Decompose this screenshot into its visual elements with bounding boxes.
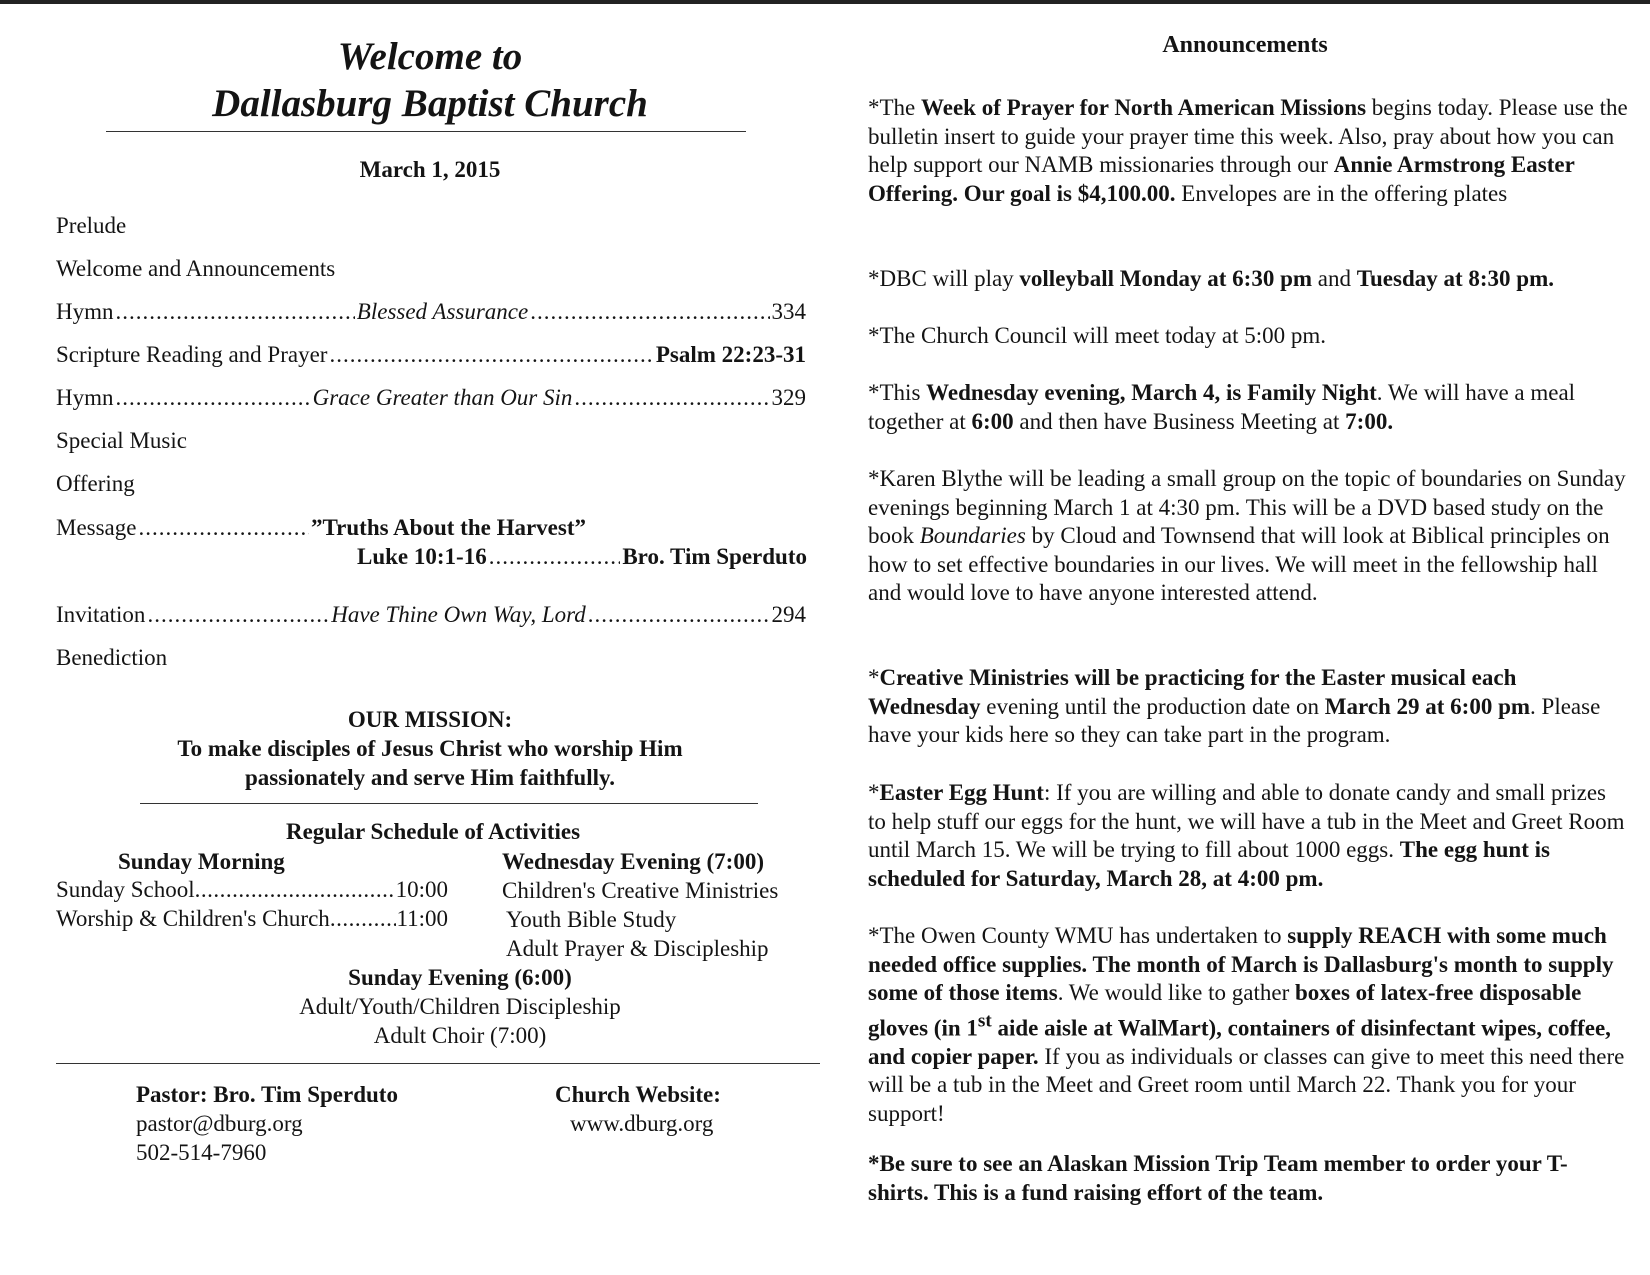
dot-leader [574, 385, 769, 411]
sunday-school-label: Sunday School [56, 877, 195, 902]
dot-leader [195, 877, 396, 903]
announcement-easter-musical: *Creative Ministries will be practicing for the Easter musical each Wednesday evening until the production date on March 29 at 6:00 pm. Please have your kids here so they can take part in the program. [868, 665, 1601, 747]
announcement-egg-hunt: *Easter Egg Hunt: If you are willing and able to donate candy and small prizes to help stuff our eggs for the hunt, we will have a tub in the Meet and Greet Room until March 15. We will be trying to fill about 1000 eggs. The egg hunt is scheduled for Saturday, March 28, at 4:00 pm. [868, 780, 1625, 891]
order-hymn-2 [56, 385, 806, 411]
announcement-missions-week: *The Week of Prayer for North American Missions begins today. Please use the bulletin insert to guide your prayer time this week. Also, pray about how you can help support our NAMB missionaries through our Annie Armstrong Easter Offering. Our goal is $4,100.00. Envelopes are in the offering plates [868, 95, 1628, 206]
dot-leader [489, 544, 621, 570]
dot-leader [329, 342, 653, 368]
benediction-label: Benediction [56, 645, 168, 670]
invitation-title: Have Thine Own Way, Lord [331, 602, 586, 627]
order-message-detail [357, 544, 807, 570]
order-offering [56, 471, 806, 497]
welcome-label: Welcome and Announcements [56, 256, 336, 281]
sunday-school-row [56, 877, 448, 903]
message-label: Message [56, 515, 137, 540]
order-scripture [56, 342, 806, 368]
wednesday-item: Children's Creative Ministries [502, 878, 779, 903]
sunday-evening-item: Adult/Youth/Children Discipleship [299, 994, 621, 1019]
sunday-evening-item: Adult Choir (7:00) [373, 1023, 547, 1048]
announcement-wmu-supplies: *The Owen County WMU has undertaken to supply REACH with some much needed office supplies. The month of March is Dallasburg's month to supply some of those items. We would like to gather boxes of latex-free disposable gloves (in 1st aide aisle at WalMart), containers of disinfectant wipes, coffee, and copier paper. If you as individuals or classes can give to meet this need there will be a tub in the Meet and Greet room until March 22. Thank you for your support! [868, 923, 1625, 1126]
contact-divider [56, 1063, 820, 1064]
sunday-school-time: 10:00 [395, 877, 448, 902]
mission-divider [140, 803, 758, 804]
order-message [56, 515, 586, 541]
wednesday-evening-heading: Wednesday Evening (7:00) [502, 849, 764, 874]
service-date: March 1, 2015 [359, 157, 501, 182]
offering-label: Offering [56, 471, 135, 496]
pastor-phone: 502-514-7960 [136, 1140, 267, 1165]
sunday-morning-heading: Sunday Morning [118, 849, 285, 874]
church-name-heading: Dallasburg Baptist Church [212, 82, 648, 125]
worship-label: Worship & Children's Church [56, 906, 330, 931]
pastor-name: Pastor: Bro. Tim Sperduto [136, 1082, 398, 1107]
worship-time: 11:00 [396, 906, 448, 931]
welcome-heading: Welcome to [337, 35, 523, 78]
schedule-heading: Regular Schedule of Activities [285, 819, 581, 844]
mission-heading: OUR MISSION: [347, 707, 513, 732]
hymn-label: Hymn [56, 299, 114, 324]
scripture-label: Scripture Reading and Prayer [56, 342, 328, 367]
website-label: Church Website: [555, 1082, 721, 1107]
scripture-reference: Psalm 22:23-31 [655, 342, 806, 367]
pastor-email[interactable]: pastor@dburg.org [136, 1111, 303, 1136]
announcements-heading: Announcements [1162, 32, 1328, 58]
wednesday-item: Youth Bible Study [506, 907, 677, 932]
announcement-family-night: *This Wednesday evening, March 4, is Family Night. We will have a meal together at 6:00 and then have Business Meeting at 7:00. [868, 380, 1576, 434]
dot-leader [147, 602, 329, 628]
dot-leader [138, 515, 309, 541]
hymn-title: Grace Greater than Our Sin [312, 385, 573, 410]
order-welcome [56, 256, 806, 282]
wednesday-item: Adult Prayer & Discipleship [506, 936, 769, 961]
message-title: ”Truths About the Harvest” [311, 515, 586, 540]
dot-leader [530, 299, 769, 325]
order-benediction [56, 645, 806, 671]
hymn-number: 329 [771, 385, 807, 410]
order-special-music [56, 428, 806, 454]
hymn-label: Hymn [56, 385, 114, 410]
title-divider [106, 131, 746, 132]
message-speaker: Bro. Tim Sperduto [622, 544, 807, 569]
order-invitation [56, 602, 806, 628]
special-music-label: Special Music [56, 428, 187, 453]
worship-row [56, 906, 448, 932]
mission-line-2: passionately and serve Him faithfully. [245, 765, 615, 790]
hymn-title: Blessed Assurance [356, 299, 529, 324]
order-hymn-1 [56, 299, 806, 325]
prelude-label: Prelude [56, 213, 127, 238]
mission-line-1: To make disciples of Jesus Christ who worship Him [177, 736, 683, 761]
dot-leader [116, 299, 355, 325]
order-prelude [56, 213, 806, 239]
dot-leader [116, 385, 311, 411]
announcement-church-council: *The Church Council will meet today at 5:00 pm. [868, 323, 1327, 348]
hymn-number: 334 [771, 299, 807, 324]
announcement-volleyball: *DBC will play volleyball Monday at 6:30 pm and Tuesday at 8:30 pm. [868, 266, 1555, 291]
dot-leader [330, 906, 397, 932]
website-link[interactable]: www.dburg.org [570, 1111, 714, 1136]
announcement-boundaries-study: *Karen Blythe will be leading a small group on the topic of boundaries on Sunday evenings beginning March 1 at 4:30 pm. This will be a DVD based study on the book Boundaries by Cloud and Townsend that will look at Biblical principles on how to set effective boundaries in our lives. We will meet in the fellowship hall and would love to have anyone interested attend. [868, 466, 1626, 605]
invitation-label: Invitation [56, 602, 146, 627]
announcement-alaskan-mission: *Be sure to see an Alaskan Mission Trip Team member to order your T-shirts. This is a fund raising effort of the team. [868, 1151, 1568, 1205]
invitation-number: 294 [771, 602, 806, 627]
message-scripture: Luke 10:1-16 [357, 544, 487, 569]
dot-leader [588, 602, 770, 628]
sunday-evening-heading: Sunday Evening (6:00) [348, 965, 572, 990]
